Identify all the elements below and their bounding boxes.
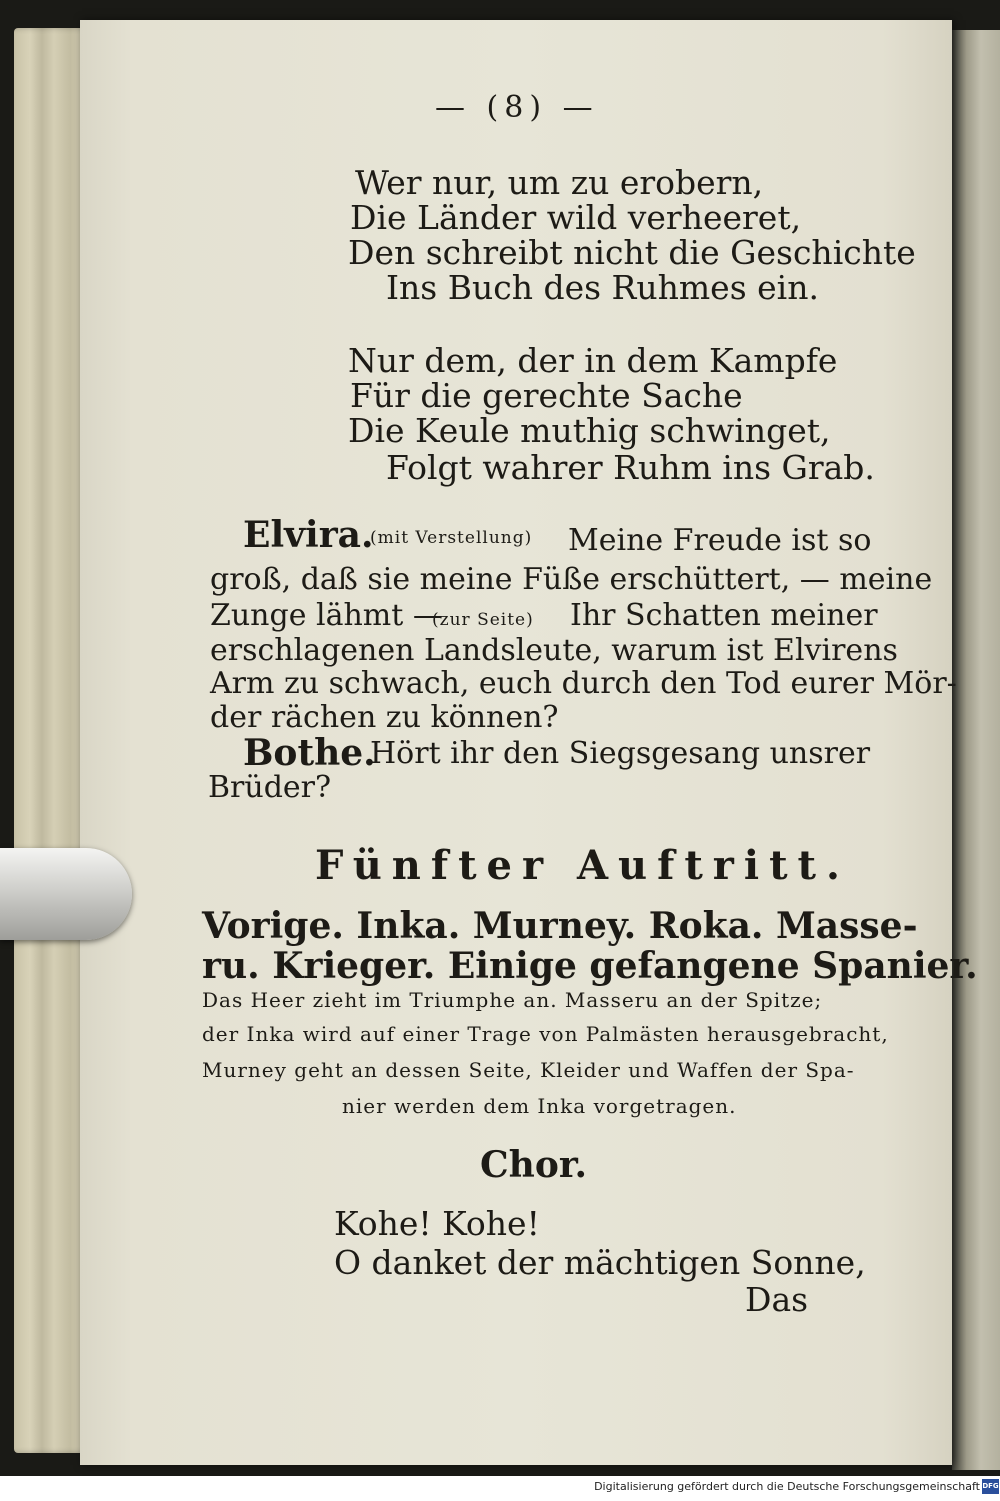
stage-direction-line4: nier werden dem Inka vorgetragen. [342,1094,737,1118]
verse2-line2: Für die gerechte Sache [350,376,743,415]
verse2-line1: Nur dem, der in dem Kampfe [348,341,838,380]
funding-credit: Digitalisierung gefördert durch die Deutsche Forschungsgemeinschaft [594,1480,980,1493]
chor-line1: Kohe! Kohe! [334,1204,540,1243]
speaker-elvira: Elvira. [243,514,374,556]
elvira-line5: Arm zu schwach, euch durch den Tod eurer Mör- [210,666,957,701]
elvira-line6: der rächen zu können? [210,700,559,735]
stage-direction-line2: der Inka wird auf einer Trage von Palmästen herausgebracht, [202,1022,889,1046]
bothe-line2: Brüder? [208,770,332,805]
verse1-line2: Die Länder wild verheeret, [350,198,802,237]
book-page [80,20,978,1465]
verse1-line4: Ins Buch des Ruhmes ein. [386,268,819,307]
elvira-line2: groß, daß sie meine Füße erschüttert, — meine [210,562,933,597]
elvira-line4: erschlagenen Landsleute, warum ist Elvirens [210,633,898,668]
next-page-edge [952,30,1000,1470]
elvira-line1: Meine Freude ist so [568,523,872,558]
stage-note-verstellung: (mit Verstellung) [370,528,533,548]
stage-direction-line1: Das Heer zieht im Triumphe an. Masseru an der Spitze; [202,988,823,1012]
stage-direction-line3: Murney geht an dessen Seite, Kleider und Waffen der Spa- [202,1058,855,1082]
dfg-logo: DFG [982,1479,999,1494]
elvira-line3-start: Zunge lähmt — [210,598,443,633]
verse1-line3: Den schreibt nicht die Geschichte [348,233,916,272]
page-number-header: — (8) — [435,90,599,125]
bothe-line1: Hört ihr den Siegsgesang unsrer [370,736,871,771]
elvira-line3-end: Ihr Schatten meiner [570,598,878,633]
scene-heading: Fünfter Auftritt. [315,842,850,889]
verse2-line4: Folgt wahrer Ruhm ins Grab. [386,448,875,487]
catchword: Das [745,1280,809,1319]
verse2-line3: Die Keule muthig schwinget, [348,411,831,450]
verse1-line1: Wer nur, um zu erobern, [355,163,764,202]
chor-heading: Chor. [480,1144,588,1186]
speaker-bothe: Bothe. [243,732,376,774]
chor-line2: O danket der mächtigen Sonne, [334,1243,866,1282]
viewer-page-tab[interactable] [0,848,132,940]
stage-note-aside: (zur Seite) [432,610,534,630]
cast-line2: ru. Krieger. Einige gefangene Spanier. [202,945,978,987]
cast-line1: Vorige. Inka. Murney. Roka. Masse- [202,905,918,947]
